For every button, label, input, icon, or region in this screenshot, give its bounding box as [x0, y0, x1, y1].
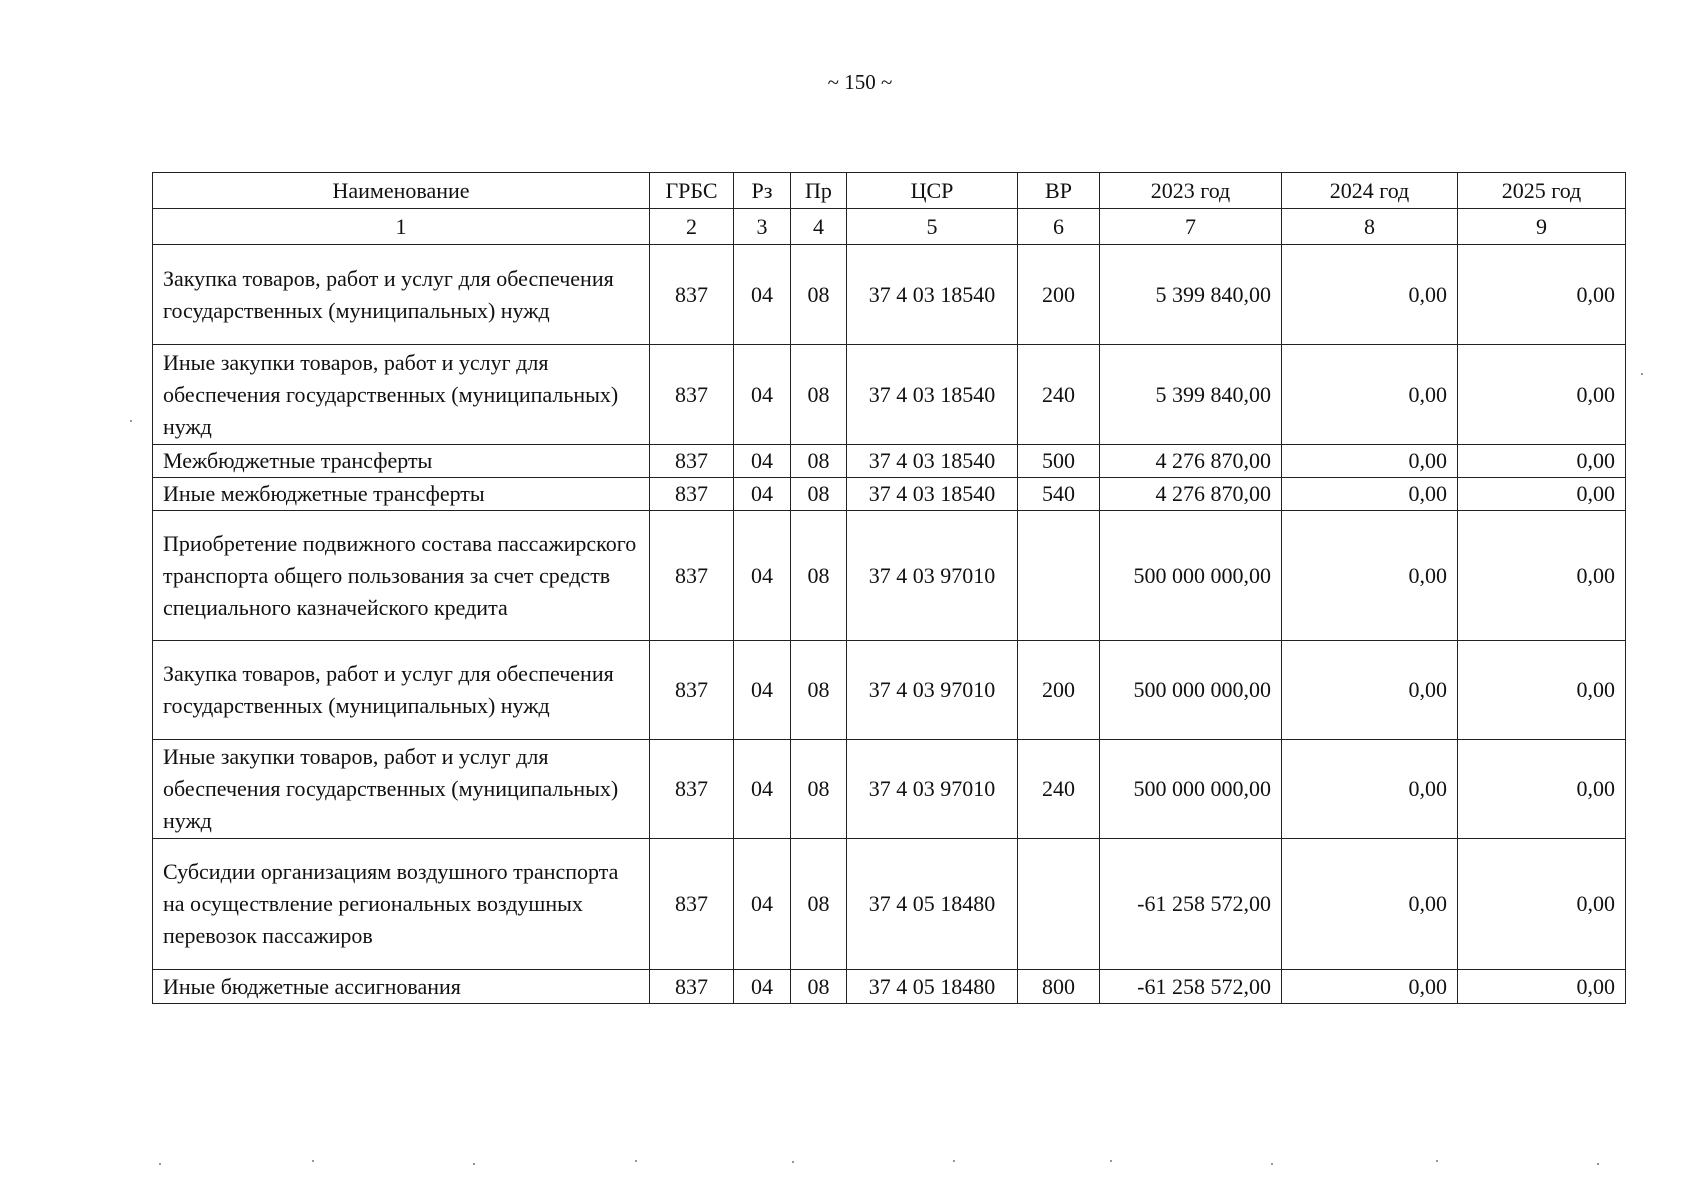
row-vr: 240	[1018, 740, 1100, 839]
row-2025: 0,00	[1458, 970, 1626, 1004]
row-2023: 500 000 000,00	[1100, 641, 1282, 740]
column-number: 6	[1018, 209, 1100, 245]
row-rz: 04	[734, 970, 791, 1004]
scan-speck	[792, 1161, 794, 1163]
header-2025: 2025 год	[1458, 173, 1626, 209]
row-2023: 500 000 000,00	[1100, 511, 1282, 641]
row-rz: 04	[734, 345, 791, 445]
header-pr: Пр	[791, 173, 847, 209]
row-2025: 0,00	[1458, 641, 1626, 740]
table-row	[153, 511, 1626, 641]
row-name: Закупка товаров, работ и услуг для обеспечения государственных (муниципальных) нужд	[153, 641, 650, 740]
row-vr	[1018, 511, 1100, 641]
row-rz: 04	[734, 478, 791, 511]
row-2023: 5 399 840,00	[1100, 345, 1282, 445]
row-2024: 0,00	[1282, 445, 1458, 478]
header-name: Наименование	[153, 173, 650, 209]
column-number: 8	[1282, 209, 1458, 245]
row-rz: 04	[734, 511, 791, 641]
row-name: Иные бюджетные ассигнования	[153, 970, 650, 1004]
scan-speck	[159, 1163, 161, 1165]
row-2023: -61 258 572,00	[1100, 839, 1282, 970]
row-name: Межбюджетные трансферты	[153, 445, 650, 478]
row-name: Субсидии организациям воздушного транспорта на осуществление региональных воздушных перевозок пассажиров	[153, 839, 650, 970]
table-row	[153, 740, 1626, 839]
column-number: 1	[153, 209, 650, 245]
column-number: 4	[791, 209, 847, 245]
row-pr: 08	[791, 478, 847, 511]
row-2023: 5 399 840,00	[1100, 245, 1282, 345]
row-2025: 0,00	[1458, 245, 1626, 345]
scan-speck	[953, 1160, 955, 1162]
table-row	[153, 839, 1626, 970]
row-grbs: 837	[650, 839, 734, 970]
row-2025: 0,00	[1458, 511, 1626, 641]
header-rz: Рз	[734, 173, 791, 209]
row-2024: 0,00	[1282, 345, 1458, 445]
row-csr: 37 4 03 18540	[847, 245, 1018, 345]
row-rz: 04	[734, 245, 791, 345]
row-grbs: 837	[650, 740, 734, 839]
row-csr: 37 4 03 97010	[847, 511, 1018, 641]
row-2024: 0,00	[1282, 839, 1458, 970]
scan-speck	[635, 1160, 637, 1162]
column-number: 3	[734, 209, 791, 245]
scan-speck	[312, 1160, 314, 1162]
row-rz: 04	[734, 839, 791, 970]
row-2025: 0,00	[1458, 445, 1626, 478]
row-name: Иные закупки товаров, работ и услуг для обеспечения государственных (муниципальных) нужд	[153, 345, 650, 445]
row-vr: 240	[1018, 345, 1100, 445]
row-2025: 0,00	[1458, 839, 1626, 970]
row-2023: -61 258 572,00	[1100, 970, 1282, 1004]
row-2024: 0,00	[1282, 245, 1458, 345]
row-pr: 08	[791, 641, 847, 740]
row-grbs: 837	[650, 345, 734, 445]
row-grbs: 837	[650, 641, 734, 740]
scan-speck	[1110, 1160, 1112, 1162]
row-name: Закупка товаров, работ и услуг для обеспечения государственных (муниципальных) нужд	[153, 245, 650, 345]
scan-speck	[1436, 1160, 1438, 1162]
row-grbs: 837	[650, 478, 734, 511]
row-pr: 08	[791, 970, 847, 1004]
row-2024: 0,00	[1282, 478, 1458, 511]
row-2025: 0,00	[1458, 478, 1626, 511]
row-2025: 0,00	[1458, 345, 1626, 445]
row-pr: 08	[791, 445, 847, 478]
header-grbs: ГРБС	[650, 173, 734, 209]
row-2024: 0,00	[1282, 511, 1458, 641]
row-rz: 04	[734, 641, 791, 740]
row-csr: 37 4 03 97010	[847, 740, 1018, 839]
table-row	[153, 641, 1626, 740]
scan-speck	[1271, 1163, 1273, 1165]
row-2024: 0,00	[1282, 641, 1458, 740]
row-name: Приобретение подвижного состава пассажирского транспорта общего пользования за счет средств специального казначейского кредита	[153, 511, 650, 641]
row-2025: 0,00	[1458, 740, 1626, 839]
row-csr: 37 4 03 18540	[847, 478, 1018, 511]
header-csr: ЦСР	[847, 173, 1018, 209]
row-pr: 08	[791, 511, 847, 641]
row-csr: 37 4 03 97010	[847, 641, 1018, 740]
row-vr: 200	[1018, 641, 1100, 740]
row-rz: 04	[734, 445, 791, 478]
row-pr: 08	[791, 839, 847, 970]
row-csr: 37 4 05 18480	[847, 970, 1018, 1004]
column-number: 9	[1458, 209, 1626, 245]
row-grbs: 837	[650, 970, 734, 1004]
header-2023: 2023 год	[1100, 173, 1282, 209]
row-2023: 4 276 870,00	[1100, 445, 1282, 478]
scan-speck	[1641, 373, 1643, 375]
table-row	[153, 245, 1626, 345]
row-pr: 08	[791, 345, 847, 445]
table-row	[153, 445, 1626, 478]
header-2024: 2024 год	[1282, 173, 1458, 209]
scan-speck	[1597, 1163, 1599, 1165]
row-name: Иные закупки товаров, работ и услуг для обеспечения государственных (муниципальных) нужд	[153, 740, 650, 839]
row-vr	[1018, 839, 1100, 970]
row-csr: 37 4 03 18540	[847, 445, 1018, 478]
scan-speck	[473, 1163, 475, 1165]
row-pr: 08	[791, 740, 847, 839]
row-pr: 08	[791, 245, 847, 345]
scan-speck	[130, 420, 132, 422]
header-vr: ВР	[1018, 173, 1100, 209]
row-vr: 200	[1018, 245, 1100, 345]
row-grbs: 837	[650, 511, 734, 641]
column-number-row	[153, 209, 1626, 245]
row-2024: 0,00	[1282, 740, 1458, 839]
row-vr: 800	[1018, 970, 1100, 1004]
row-rz: 04	[734, 740, 791, 839]
table-row	[153, 345, 1626, 445]
row-name: Иные межбюджетные трансферты	[153, 478, 650, 511]
row-csr: 37 4 05 18480	[847, 839, 1018, 970]
column-number: 5	[847, 209, 1018, 245]
budget-table	[152, 172, 1626, 1004]
row-grbs: 837	[650, 445, 734, 478]
row-vr: 500	[1018, 445, 1100, 478]
page-number: ~ 150 ~	[827, 70, 893, 94]
table-row	[153, 478, 1626, 511]
column-number: 7	[1100, 209, 1282, 245]
row-csr: 37 4 03 18540	[847, 345, 1018, 445]
row-2024: 0,00	[1282, 970, 1458, 1004]
table-row	[153, 970, 1626, 1004]
header-row	[153, 173, 1626, 209]
column-number: 2	[650, 209, 734, 245]
row-vr: 540	[1018, 478, 1100, 511]
row-2023: 4 276 870,00	[1100, 478, 1282, 511]
row-grbs: 837	[650, 245, 734, 345]
row-2023: 500 000 000,00	[1100, 740, 1282, 839]
